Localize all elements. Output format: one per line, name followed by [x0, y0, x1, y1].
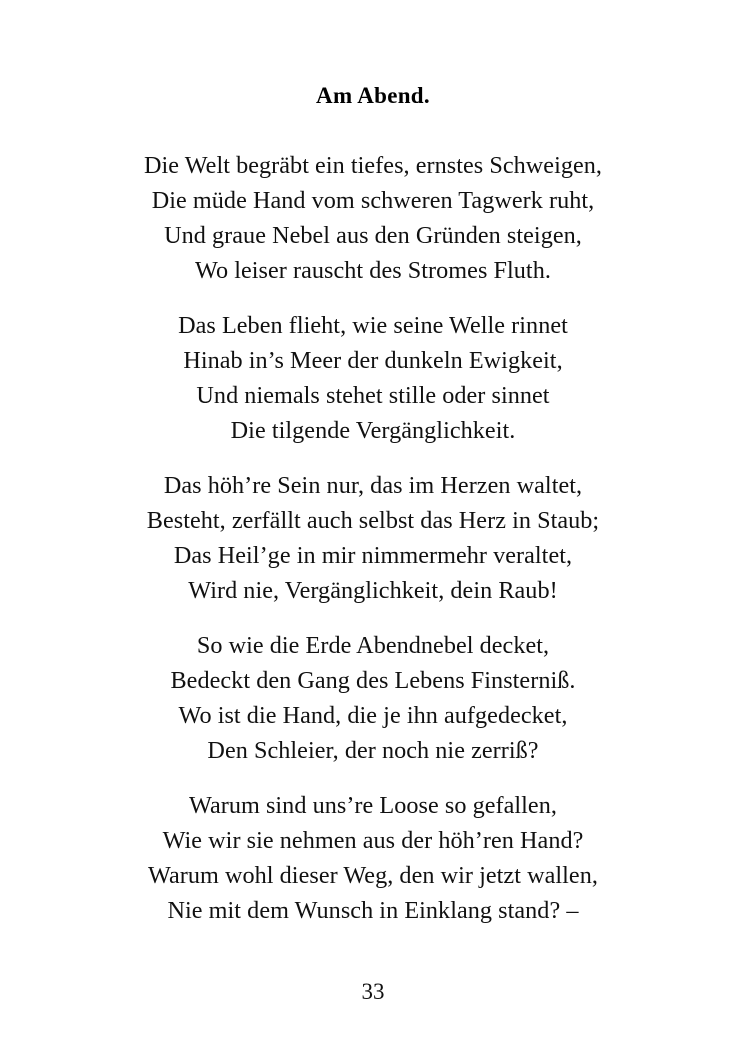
- page-number: 33: [361, 979, 385, 1004]
- verse-line: Die Welt begräbt ein tiefes, ernstes Schweigen,: [143, 152, 603, 179]
- verse-line: Besteht, zerfällt auch selbst das Herz in Staub;: [146, 507, 600, 534]
- verse-line: Nie mit dem Wunsch in Einklang stand? –: [167, 897, 579, 924]
- verse-line: Die müde Hand vom schweren Tagwerk ruht,: [151, 187, 595, 214]
- verse-line: Wird nie, Vergänglichkeit, dein Raub!: [188, 577, 558, 604]
- verse-line: Und graue Nebel aus den Gründen steigen,: [164, 222, 582, 249]
- verse-line: Warum sind uns’re Loose so gefallen,: [189, 792, 557, 819]
- verse-line: Wo leiser rauscht des Stromes Fluth.: [195, 257, 551, 284]
- verse-line: Und niemals stehet stille oder sinnet: [196, 382, 550, 409]
- stanza: [0, 148, 746, 288]
- stanza: [0, 468, 746, 608]
- verse-line: Wie wir sie nehmen aus der höh’ren Hand?: [162, 827, 584, 854]
- stanza: [0, 308, 746, 448]
- page-title: Am Abend.: [316, 83, 430, 108]
- poem-body: [0, 148, 746, 928]
- verse-line: Den Schleier, der noch nie zerriß?: [207, 737, 539, 764]
- stanza: [0, 628, 746, 768]
- verse-line: Das höh’re Sein nur, das im Herzen waltet,: [163, 472, 583, 499]
- stanza: [0, 788, 746, 928]
- verse-line: Das Leben flieht, wie seine Welle rinnet: [178, 312, 568, 339]
- verse-line: Die tilgende Vergänglichkeit.: [230, 417, 516, 444]
- verse-line: Das Heil’ge in mir nimmermehr veraltet,: [173, 542, 573, 569]
- verse-line: Warum wohl dieser Weg, den wir jetzt wallen,: [148, 862, 598, 889]
- verse-line: So wie die Erde Abendnebel decket,: [196, 632, 550, 659]
- verse-line: Hinab in’s Meer der dunkeln Ewigkeit,: [183, 347, 563, 374]
- verse-line: Bedeckt den Gang des Lebens Finsterniß.: [170, 667, 576, 694]
- verse-line: Wo ist die Hand, die je ihn aufgedecket,: [178, 702, 568, 729]
